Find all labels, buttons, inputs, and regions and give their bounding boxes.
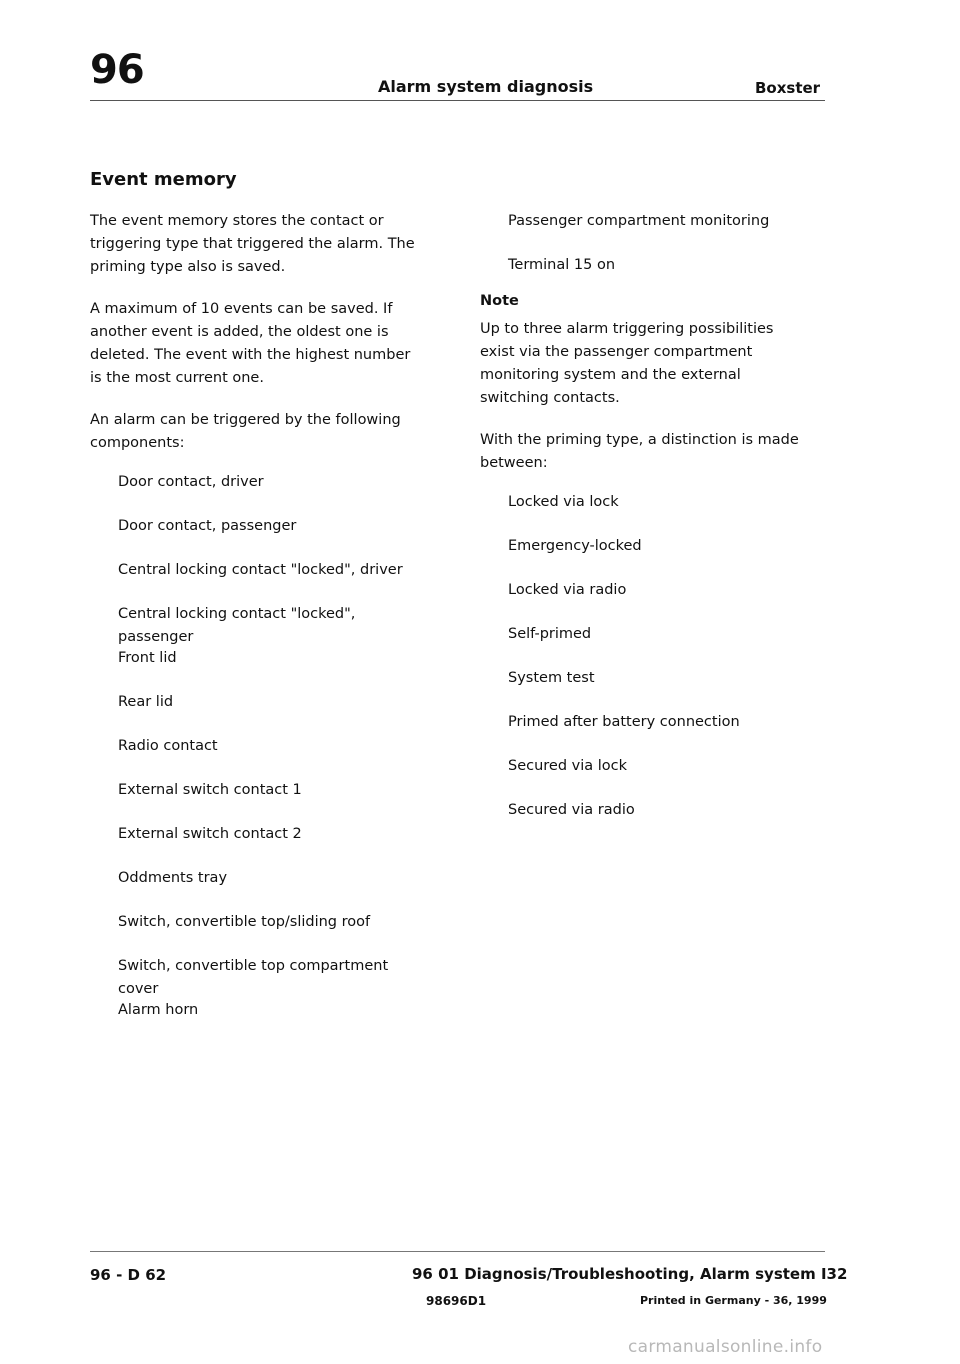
page-title: Alarm system diagnosis <box>378 77 594 96</box>
model-name: Boxster <box>755 79 821 97</box>
list-item: Primed after battery connection <box>508 714 740 730</box>
list-item: Locked via lock <box>508 494 619 510</box>
list-item: Secured via lock <box>508 758 628 774</box>
list-item: Alarm horn <box>118 1002 199 1018</box>
footer-divider <box>90 1251 825 1252</box>
continued-list <box>508 210 810 290</box>
list-item: External switch contact 1 <box>118 782 302 798</box>
list-item: Door contact, driver <box>118 474 264 490</box>
page-id: 96 - D 62 <box>90 1266 167 1284</box>
priming-intro: With the priming type, a distinction is made between: <box>480 432 799 471</box>
list-item: Rear lid <box>118 694 174 710</box>
list-item: Front lid <box>118 650 177 666</box>
list-item: Passenger compartment monitoring <box>508 213 770 229</box>
list-item: Emergency-locked <box>508 538 642 554</box>
paragraph: An alarm can be triggered by the following components: <box>90 412 401 451</box>
right-column <box>480 210 810 843</box>
list-item: System test <box>508 670 595 686</box>
list-item: Oddments tray <box>118 870 228 886</box>
list-item: External switch contact 2 <box>118 826 302 842</box>
document-code: 98696D1 <box>426 1294 487 1308</box>
list-item: Secured via radio <box>508 802 635 818</box>
section-reference: 96 01 Diagnosis/Troubleshooting, Alarm system I32 <box>412 1265 848 1283</box>
list-item: Central locking contact "locked", passenger <box>118 606 356 645</box>
note-text: Up to three alarm triggering possibilities exist via the passenger compartment monitoring system and the external switching contacts. <box>480 321 774 406</box>
note-label: Note <box>480 293 519 309</box>
list-item: Switch, convertible top compartment cover <box>118 958 389 997</box>
list-item: Terminal 15 on <box>508 257 616 273</box>
priming-type-list <box>508 491 810 843</box>
component-list <box>118 471 420 1043</box>
list-item: Locked via radio <box>508 582 627 598</box>
print-info: Printed in Germany - 36, 1999 <box>640 1294 827 1307</box>
list-item: Central locking contact "locked", driver <box>118 562 403 578</box>
left-column <box>90 210 420 1043</box>
paragraph: The event memory stores the contact or triggering type that triggered the alarm. The priming type also is saved. <box>90 213 415 275</box>
list-item: Radio contact <box>118 738 218 754</box>
list-item: Switch, convertible top/sliding roof <box>118 914 371 930</box>
list-item: Self-primed <box>508 626 592 642</box>
section-heading: Event memory <box>90 169 237 190</box>
list-item: Door contact, passenger <box>118 518 297 534</box>
watermark: carmanualsonline.info <box>628 1337 823 1357</box>
chapter-number: 96 <box>90 47 144 93</box>
header-divider <box>90 100 825 101</box>
paragraph: A maximum of 10 events can be saved. If another event is added, the oldest one is deleted. The event with the highest number is the most current one. <box>90 301 411 386</box>
